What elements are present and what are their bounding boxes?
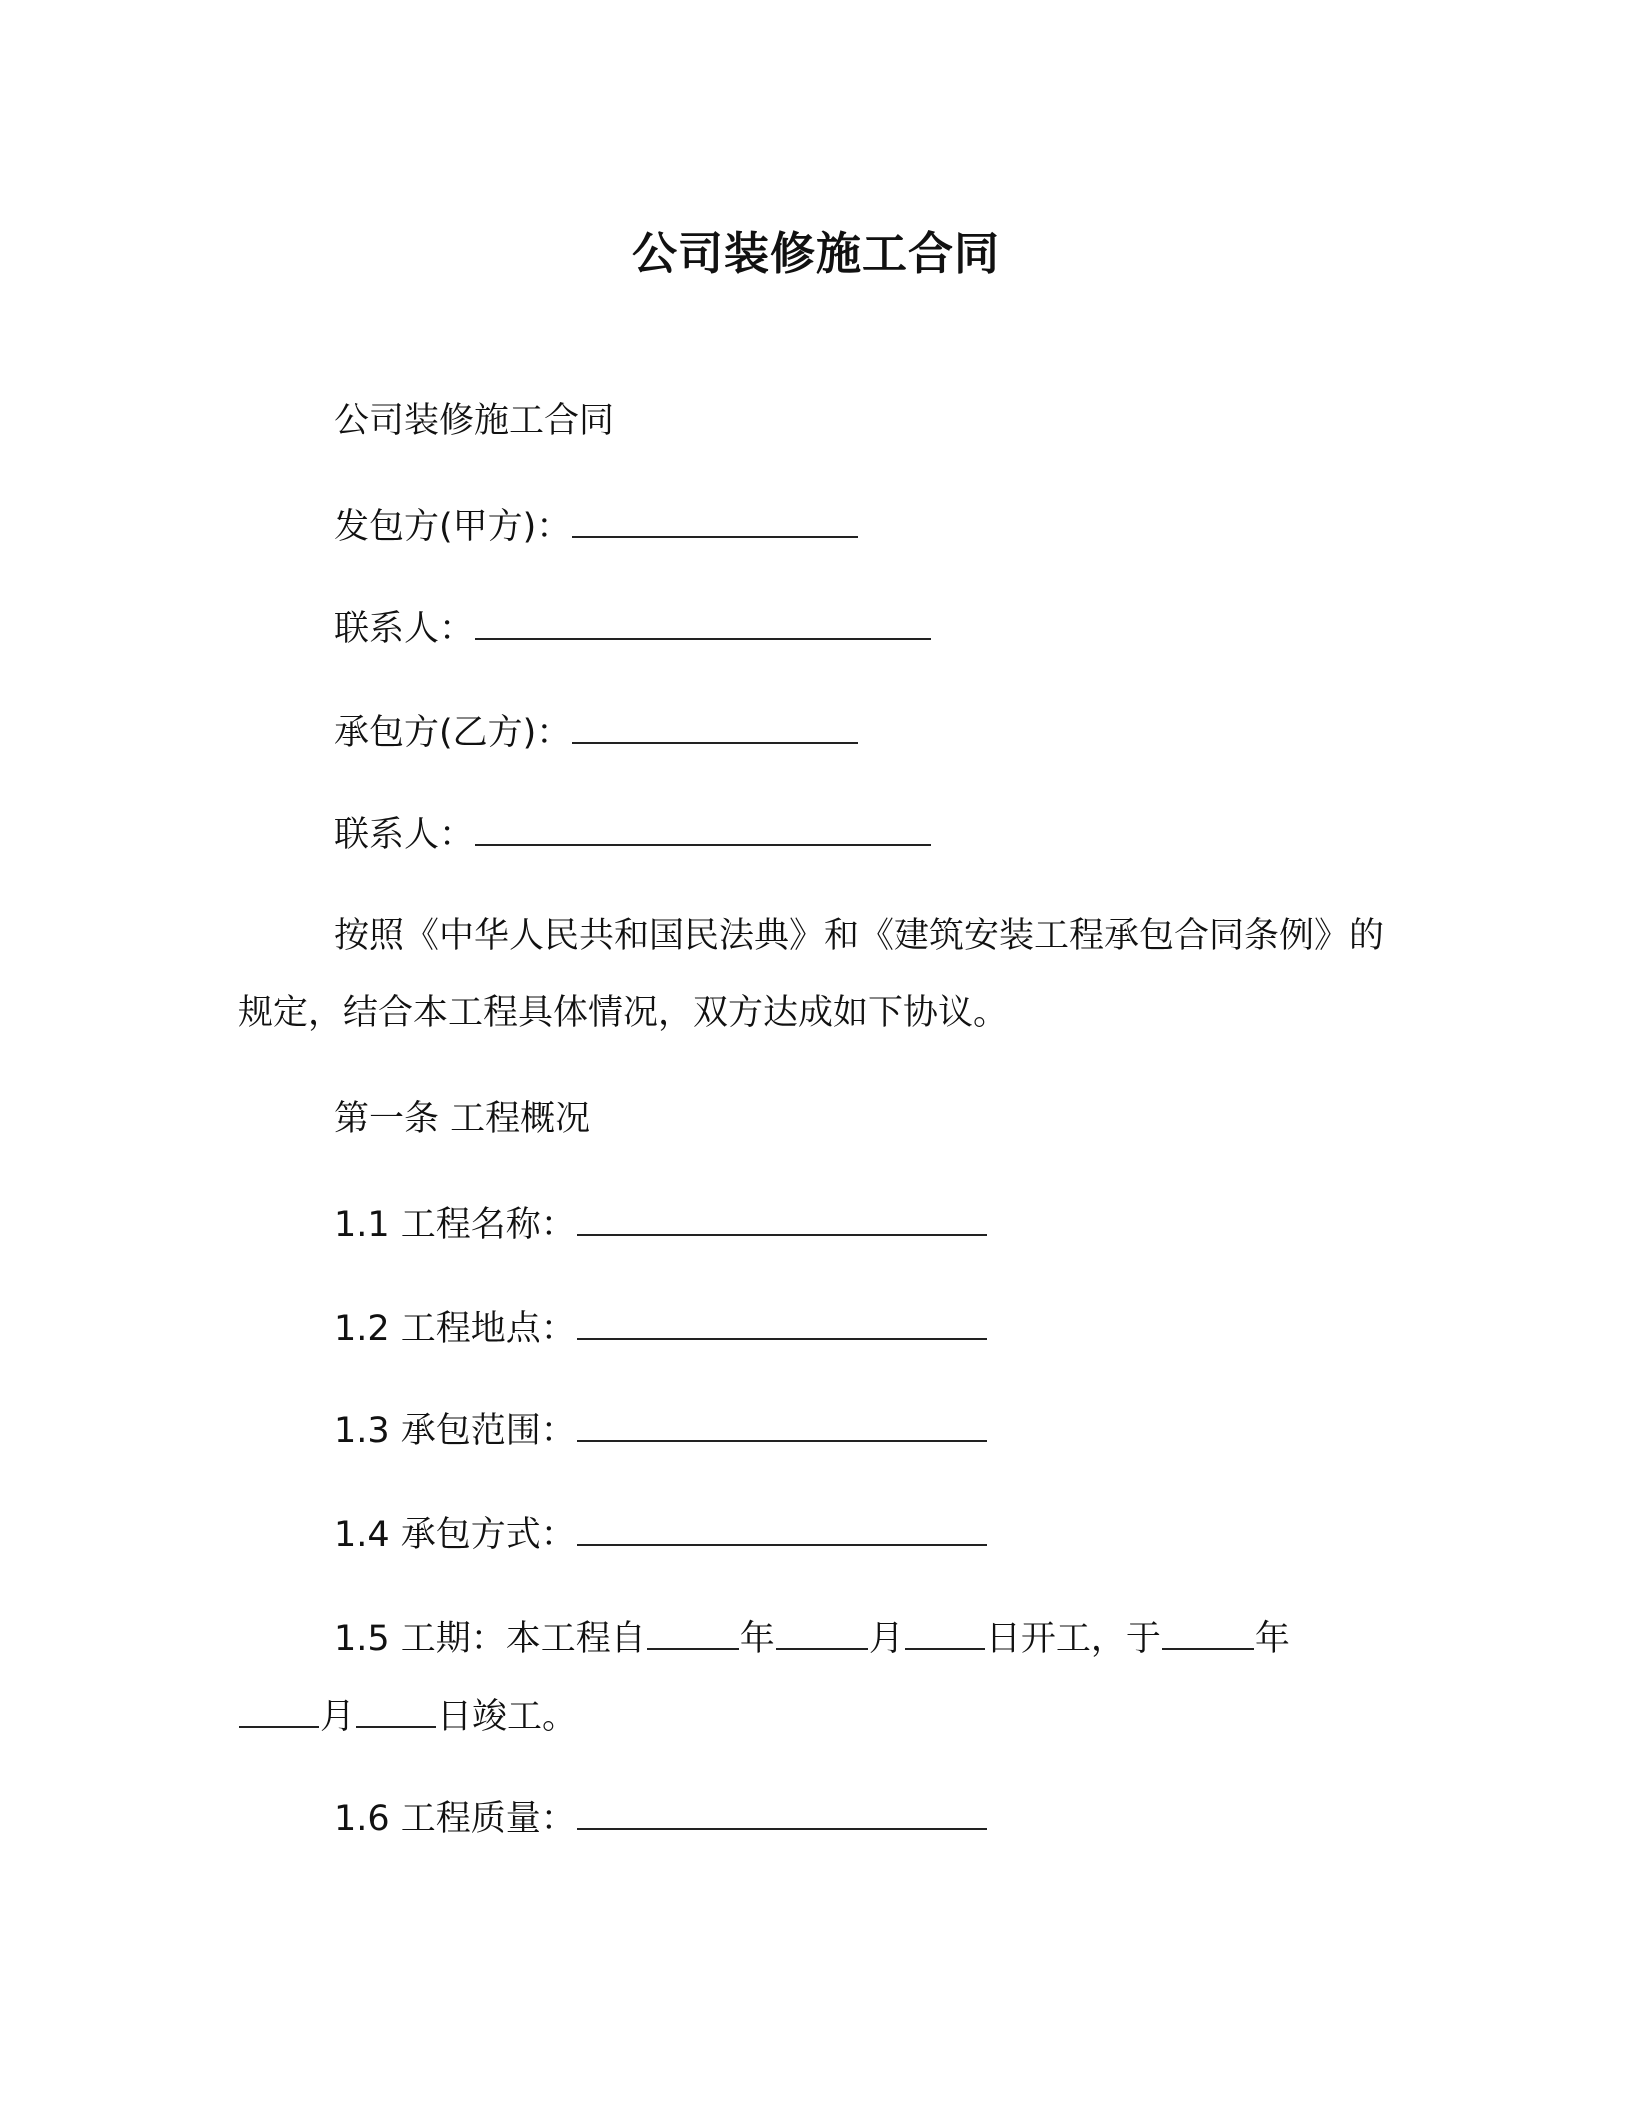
end-month-unit: 月 (320, 1697, 356, 1737)
item-1-4-blank (577, 1508, 987, 1546)
item-1-2-blank (577, 1302, 987, 1340)
party-b-line (334, 706, 859, 758)
document-title: 公司装修施工合同 (631, 227, 1000, 280)
item-1-6-blank (577, 1792, 987, 1830)
item-1-5-line (334, 1612, 1290, 1664)
start-day-blank (905, 1612, 985, 1650)
item-1-2-label: 1.2 工程地点： (334, 1309, 576, 1349)
end-year-unit: 年 (1254, 1619, 1290, 1659)
party-b-blank (572, 706, 858, 744)
item-1-5-continuation (238, 1690, 577, 1742)
end-month-blank (239, 1690, 319, 1728)
item-1-4-line (334, 1508, 988, 1560)
preamble-text: 按照《中华人民共和国民法典》和《建筑安装工程承包合同条例》的规定，结合本工程具体情况，双方达成如下协议。 (238, 916, 1385, 1033)
start-month-blank (776, 1612, 868, 1650)
contact-a-blank (475, 602, 931, 640)
item-1-1-line (334, 1198, 988, 1250)
contact-b-line (334, 808, 932, 860)
party-a-line (334, 500, 859, 552)
contact-b-label: 联系人： (334, 815, 475, 855)
contact-a-label: 联系人： (334, 609, 475, 649)
item-1-3-blank (577, 1404, 987, 1442)
end-day-blank (356, 1690, 436, 1728)
item-1-2-line (334, 1302, 988, 1354)
item-1-1-blank (577, 1198, 987, 1236)
party-b-label: 承包方(乙方)： (334, 713, 572, 753)
contact-a-line (334, 602, 932, 654)
end-day-text: 日竣工。 (437, 1697, 578, 1737)
item-1-3-line (334, 1404, 988, 1456)
party-a-label: 发包方(甲方)： (334, 507, 572, 547)
document-subtitle: 公司装修施工合同 (334, 401, 615, 441)
start-year-blank (647, 1612, 739, 1650)
article-1-heading: 第一条 工程概况 (334, 1099, 591, 1139)
party-a-blank (572, 500, 858, 538)
preamble-paragraph (238, 898, 1398, 1052)
start-year-unit: 年 (739, 1619, 775, 1659)
start-month-unit: 月 (868, 1619, 904, 1659)
item-1-3-label: 1.3 承包范围： (334, 1411, 576, 1451)
contact-b-blank (475, 808, 931, 846)
item-1-1-label: 1.1 工程名称： (334, 1205, 576, 1245)
item-1-6-label: 1.6 工程质量： (334, 1799, 576, 1839)
end-year-blank (1162, 1612, 1254, 1650)
item-1-4-label: 1.4 承包方式： (334, 1515, 576, 1555)
item-1-6-line (334, 1792, 988, 1844)
item-1-5-prefix: 1.5 工期：本工程自 (334, 1619, 646, 1659)
start-day-text: 日开工，于 (985, 1619, 1161, 1659)
